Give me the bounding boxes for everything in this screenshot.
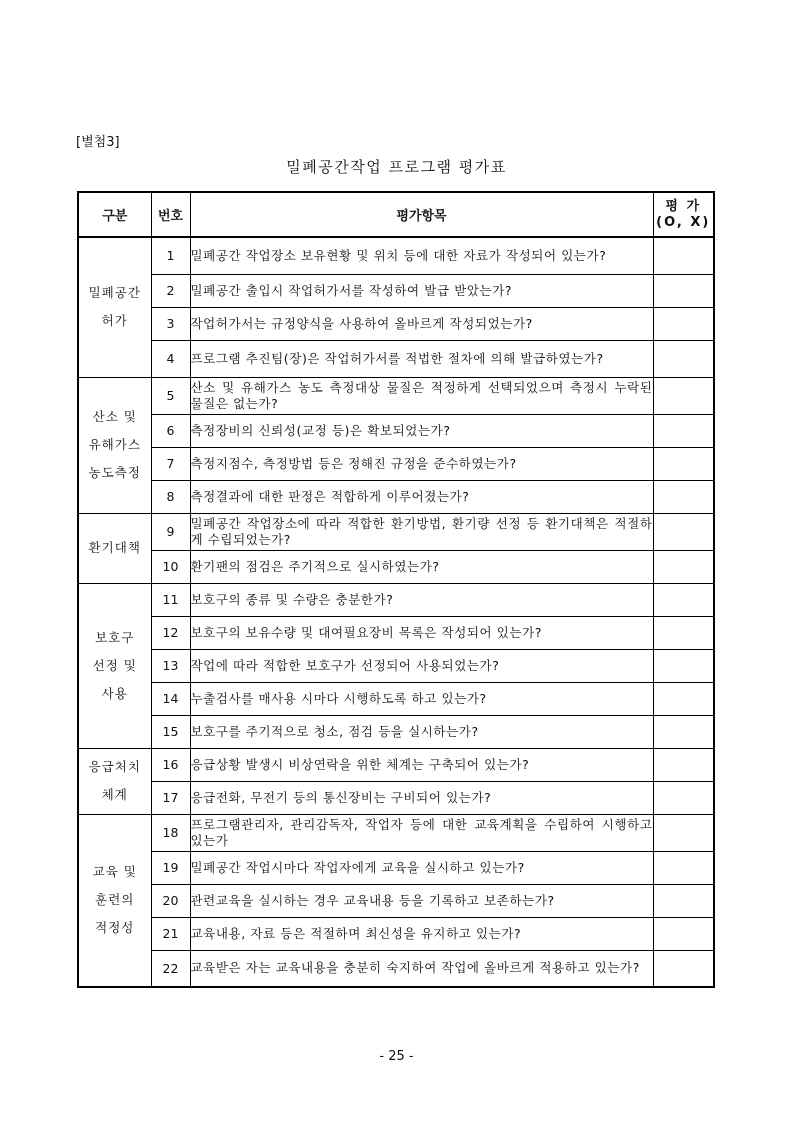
item-number: 16 — [151, 748, 190, 781]
table-row — [78, 851, 714, 884]
item-text: 보호구의 종류 및 수량은 충분한가? — [190, 583, 653, 616]
category-line: 적정성 — [95, 920, 135, 936]
category-line: 허가 — [101, 313, 128, 329]
item-text: 교육내용, 자료 등은 적절하며 최신성을 유지하고 있는가? — [190, 917, 653, 950]
item-number: 8 — [151, 480, 190, 513]
table-row — [78, 414, 714, 447]
evaluation-cell[interactable] — [653, 682, 714, 715]
evaluation-cell[interactable] — [653, 274, 714, 307]
evaluation-cell[interactable] — [653, 340, 714, 377]
item-text: 보호구를 주기적으로 청소, 점검 등을 실시하는가? — [190, 715, 653, 748]
item-text: 밀폐공간 출입시 작업허가서를 작성하여 발급 받았는가? — [190, 274, 653, 307]
evaluation-cell[interactable] — [653, 814, 714, 851]
table-row — [78, 340, 714, 377]
item-number: 19 — [151, 851, 190, 884]
item-number: 20 — [151, 884, 190, 917]
item-number: 5 — [151, 377, 190, 414]
table-row — [78, 950, 714, 987]
table-row — [78, 307, 714, 340]
evaluation-cell[interactable] — [653, 583, 714, 616]
attachment-label: [별첨3] — [76, 135, 120, 150]
page-number: - 25 - — [379, 1049, 414, 1064]
item-number: 13 — [151, 649, 190, 682]
category-cell — [78, 814, 151, 987]
evaluation-cell[interactable] — [653, 781, 714, 814]
category-line: 보호구 — [95, 629, 135, 645]
header-evaluation-line1: 평 가 — [665, 198, 702, 214]
item-text: 관련교육을 실시하는 경우 교육내용 등을 기록하고 보존하는가? — [190, 884, 653, 917]
item-text: 밀폐공간 작업시마다 작업자에게 교육을 실시하고 있는가? — [190, 851, 653, 884]
item-text: 보호구의 보유수량 및 대여필요장비 목록은 작성되어 있는가? — [190, 616, 653, 649]
item-number: 2 — [151, 274, 190, 307]
table-row — [78, 447, 714, 480]
table-row — [78, 513, 714, 550]
item-number: 15 — [151, 715, 190, 748]
item-text: 프로그램 추진팀(장)은 작업허가서를 적법한 절차에 의해 발급하였는가? — [190, 340, 653, 377]
evaluation-cell[interactable] — [653, 715, 714, 748]
item-text: 프로그램관리자, 관리감독자, 작업자 등에 대한 교육계획을 수립하여 시행하고 있는가 — [190, 814, 653, 851]
evaluation-table — [77, 191, 715, 988]
item-number: 11 — [151, 583, 190, 616]
item-number: 22 — [151, 950, 190, 987]
table-row — [78, 377, 714, 414]
item-text: 응급상황 발생시 비상연락을 위한 체계는 구축되어 있는가? — [190, 748, 653, 781]
table-row — [78, 274, 714, 307]
evaluation-cell[interactable] — [653, 447, 714, 480]
item-text: 산소 및 유해가스 농도 측정대상 물질은 적정하게 선택되었으며 측정시 누락된 물질은 없는가? — [190, 377, 653, 414]
item-number: 9 — [151, 513, 190, 550]
table-row — [78, 917, 714, 950]
item-number: 17 — [151, 781, 190, 814]
header-evaluation-line2: (O, X) — [656, 214, 711, 230]
item-text: 교육받은 자는 교육내용을 충분히 숙지하여 작업에 올바르게 적용하고 있는가? — [190, 950, 653, 987]
table-row — [78, 884, 714, 917]
header-number: 번호 — [151, 192, 190, 237]
item-number: 7 — [151, 447, 190, 480]
category-line: 농도측정 — [88, 465, 141, 480]
table-row — [78, 748, 714, 781]
evaluation-cell[interactable] — [653, 917, 714, 950]
category-cell — [78, 513, 151, 583]
evaluation-cell[interactable] — [653, 237, 714, 274]
item-text: 누출검사를 매사용 시마다 시행하도록 하고 있는가? — [190, 682, 653, 715]
table-row — [78, 550, 714, 583]
item-text: 응급전화, 무전기 등의 통신장비는 구비되어 있는가? — [190, 781, 653, 814]
table-row — [78, 682, 714, 715]
table-row — [78, 649, 714, 682]
item-text: 측정지점수, 측정방법 등은 정해진 규정을 준수하였는가? — [190, 447, 653, 480]
category-line: 유해가스 — [88, 437, 141, 452]
item-text: 밀폐공간 작업장소 보유현황 및 위치 등에 대한 자료가 작성되어 있는가? — [190, 237, 653, 274]
category-line: 밀폐공간 — [88, 285, 141, 301]
item-text: 작업에 따라 적합한 보호구가 선정되어 사용되었는가? — [190, 649, 653, 682]
evaluation-cell[interactable] — [653, 414, 714, 447]
category-line: 환기대책 — [88, 540, 141, 555]
header-item: 평가항목 — [190, 192, 653, 237]
evaluation-cell[interactable] — [653, 550, 714, 583]
page-title: 밀폐공간작업 프로그램 평가표 — [286, 158, 507, 176]
table-row — [78, 237, 714, 274]
evaluation-cell[interactable] — [653, 616, 714, 649]
item-text: 작업허가서는 규정양식을 사용하여 올바르게 작성되었는가? — [190, 307, 653, 340]
item-number: 6 — [151, 414, 190, 447]
category-cell — [78, 377, 151, 513]
category-line: 선정 및 — [92, 657, 137, 673]
item-number: 1 — [151, 237, 190, 274]
item-text: 밀폐공간 작업장소에 따라 적합한 환기방법, 환기량 선정 등 환기대책은 적절하게 수립되었는가? — [190, 513, 653, 550]
header-evaluation — [653, 192, 714, 237]
table-row — [78, 814, 714, 851]
table-row — [78, 616, 714, 649]
table-row — [78, 781, 714, 814]
category-cell — [78, 748, 151, 814]
item-text: 측정결과에 대한 판정은 적합하게 이루어졌는가? — [190, 480, 653, 513]
category-line: 교육 및 — [92, 864, 137, 880]
evaluation-cell[interactable] — [653, 950, 714, 987]
item-text: 측정장비의 신뢰성(교정 등)은 확보되었는가? — [190, 414, 653, 447]
category-cell — [78, 237, 151, 377]
table-body — [78, 237, 714, 987]
evaluation-cell[interactable] — [653, 884, 714, 917]
item-text: 환기팬의 점검은 주기적으로 실시하였는가? — [190, 550, 653, 583]
evaluation-cell[interactable] — [653, 649, 714, 682]
header-category: 구분 — [78, 192, 151, 237]
table-row — [78, 715, 714, 748]
item-number: 3 — [151, 307, 190, 340]
item-number: 14 — [151, 682, 190, 715]
evaluation-cell[interactable] — [653, 480, 714, 513]
category-line: 응급처치 — [88, 759, 141, 774]
item-number: 4 — [151, 340, 190, 377]
item-number: 10 — [151, 550, 190, 583]
evaluation-cell[interactable] — [653, 851, 714, 884]
evaluation-cell[interactable] — [653, 307, 714, 340]
category-line: 사용 — [101, 685, 128, 701]
table-row — [78, 583, 714, 616]
item-number: 21 — [151, 917, 190, 950]
evaluation-cell[interactable] — [653, 513, 714, 550]
evaluation-cell[interactable] — [653, 377, 714, 414]
item-number: 12 — [151, 616, 190, 649]
category-cell — [78, 583, 151, 748]
table-row — [78, 480, 714, 513]
category-line: 산소 및 — [92, 409, 137, 424]
evaluation-cell[interactable] — [653, 748, 714, 781]
table-header-row — [78, 192, 714, 237]
category-line: 체계 — [101, 787, 128, 802]
category-line: 훈련의 — [95, 892, 135, 908]
item-number: 18 — [151, 814, 190, 851]
